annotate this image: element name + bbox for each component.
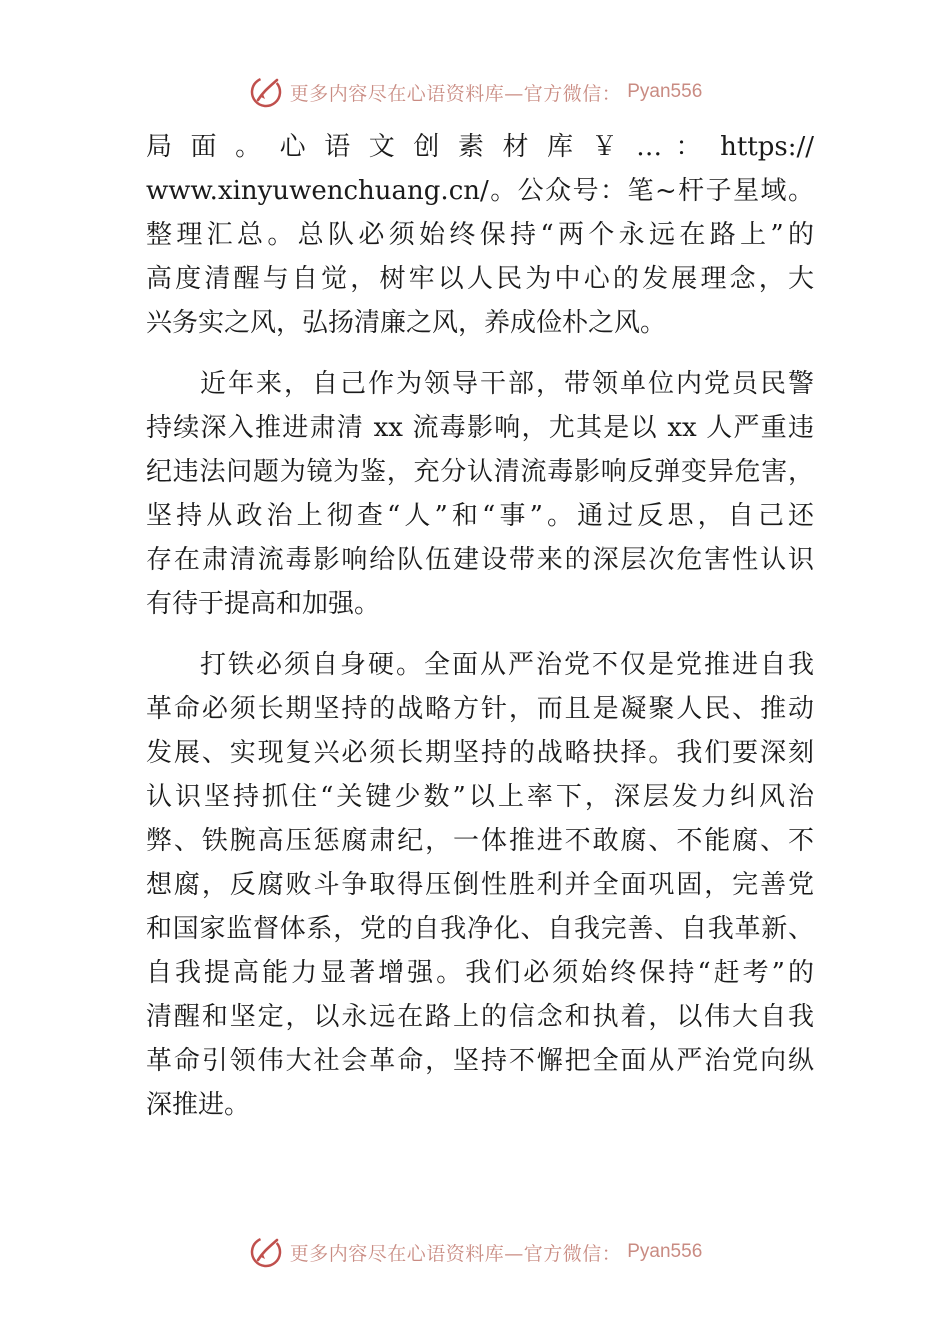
footer-banner xyxy=(0,1230,950,1274)
banner-text: 更多内容尽在心语资料库—官方微信： xyxy=(289,82,622,105)
text-line: 想腐，反腐败斗争取得压倒性胜利并全面巩固，完善党 xyxy=(146,870,814,900)
text-line: 认识坚持抓住“关键少数”以上率下，深层发力纠风治 xyxy=(146,782,814,812)
text-line: 弊、铁腕高压惩腐肃纪，一体推进不敢腐、不能腐、不 xyxy=(146,826,814,856)
text-line: 自我提高能力显著增强。我们必须始终保持“赶考”的 xyxy=(146,958,814,988)
paragraph-2 xyxy=(146,362,814,626)
text-line: 有待于提高和加强。 xyxy=(146,589,381,619)
text-line: 革命引领伟大社会革命，坚持不懈把全面从严治党向纵 xyxy=(146,1046,814,1076)
banner-text: 更多内容尽在心语资料库—官方微信： xyxy=(289,1242,622,1265)
text-line: 纪违法问题为镜为鉴，充分认清流毒影响反弹变异危害， xyxy=(146,457,814,487)
text-line: 整理汇总。总队必须始终保持“两个永远在路上”的 xyxy=(146,220,814,250)
text-line: 深推进。 xyxy=(146,1090,251,1120)
text-line: 和国家监督体系，党的自我净化、自我完善、自我革新、 xyxy=(146,914,814,944)
text-line: 兴务实之风，弘扬清廉之风，养成俭朴之风。 xyxy=(146,308,667,338)
text-line: www.xinyuwenchuang.cn/。公众号：笔~杆子星域。 xyxy=(146,176,814,206)
brush-seal-logo-icon xyxy=(248,1234,284,1270)
text-line: 革命必须长期坚持的战略方针，而且是凝聚人民、推动 xyxy=(146,694,814,724)
text-line: 坚持从政治上彻查“人”和“事”。通过反思，自己还 xyxy=(146,501,814,531)
text-line: 发展、实现复兴必须长期坚持的战略抉择。我们要深刻 xyxy=(146,738,814,768)
header-banner xyxy=(0,70,950,114)
paragraph-1 xyxy=(146,125,814,345)
document-body xyxy=(146,125,814,1127)
text-line: 打铁必须自身硬。全面从严治党不仅是党推进自我 xyxy=(200,650,814,680)
banner-wechat-id: Pyan556 xyxy=(627,1241,703,1262)
text-line: 局 面 。 心 语 文 创 素 材 库 ￥ … ： https:// xyxy=(146,132,814,162)
banner-wechat-id: Pyan556 xyxy=(627,81,703,102)
paragraph-3 xyxy=(146,643,814,1127)
text-line: 高度清醒与自觉，树牢以人民为中心的发展理念，大 xyxy=(146,264,814,294)
text-line: 近年来，自己作为领导干部，带领单位内党员民警 xyxy=(200,369,814,399)
brush-seal-logo-icon xyxy=(248,74,284,110)
text-line: 清醒和坚定，以永远在路上的信念和执着，以伟大自我 xyxy=(146,1002,814,1032)
text-line: 存在肃清流毒影响给队伍建设带来的深层次危害性认识 xyxy=(146,545,814,575)
text-line: 持续深入推进肃清 xx 流毒影响，尤其是以 xx 人严重违 xyxy=(146,413,814,443)
